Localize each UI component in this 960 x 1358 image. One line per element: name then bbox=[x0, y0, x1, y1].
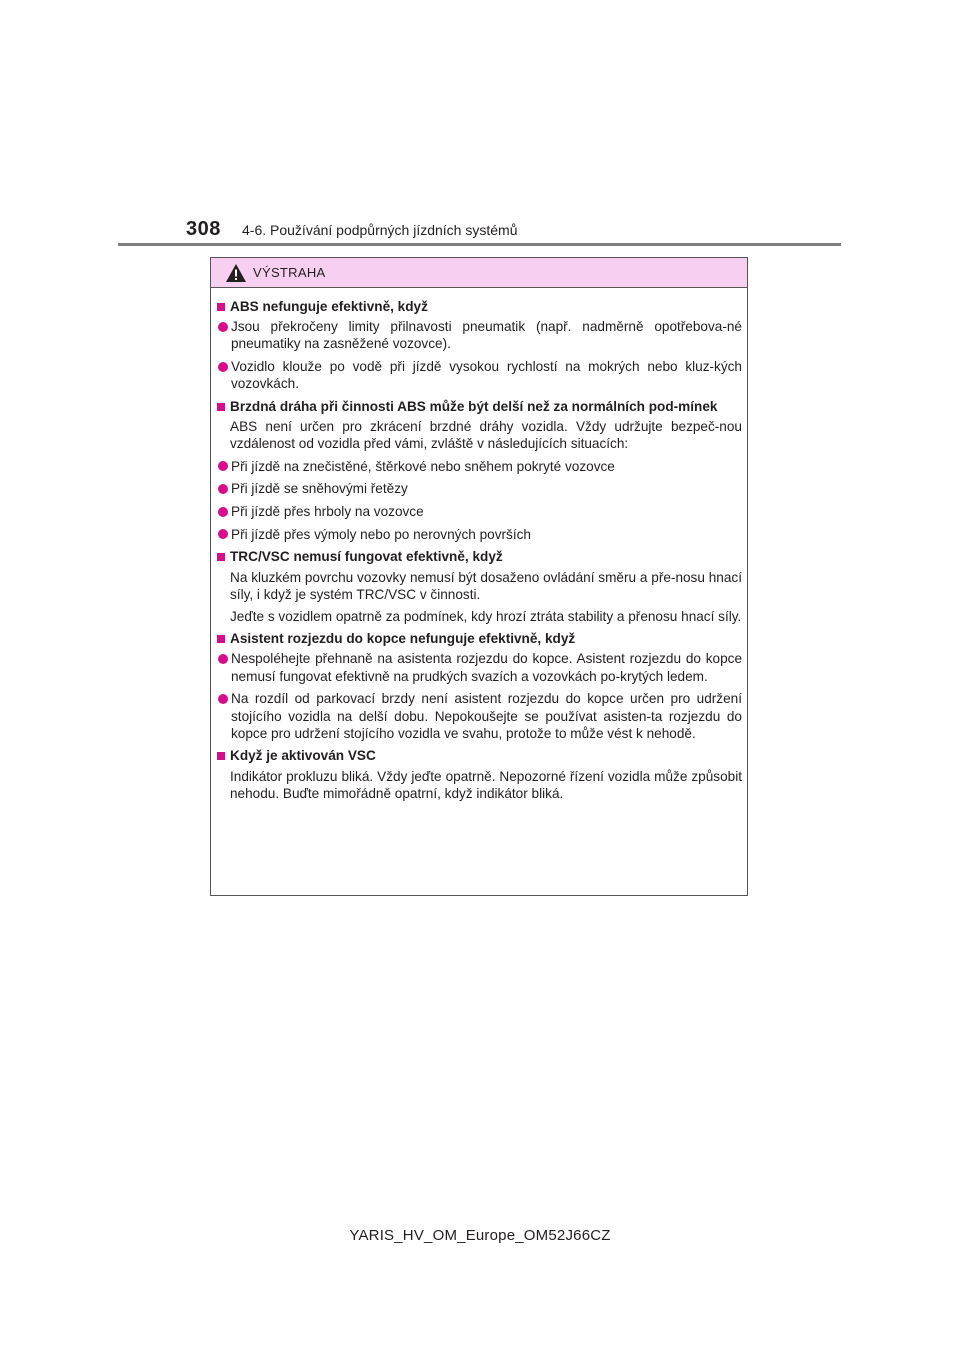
bullet-item bbox=[217, 358, 742, 392]
section-heading-text: Asistent rozjezdu do kopce nefunguje efektivně, když bbox=[230, 631, 576, 647]
round-bullet-icon bbox=[218, 484, 228, 494]
warning-section bbox=[217, 630, 742, 742]
square-bullet-icon bbox=[217, 303, 225, 311]
warning-section bbox=[217, 298, 742, 393]
bullet-item bbox=[217, 458, 742, 475]
bullet-item bbox=[217, 650, 742, 684]
section-heading-text: TRC/VSC nemusí fungovat efektivně, když bbox=[230, 549, 503, 565]
bullet-text: Nespoléhejte přehnaně na asistenta rozjezdu do kopce. Asistent rozjezdu do kopce nemusí fungovat efektivně na prudkých svazích a vozovkách po-krytých ledem. bbox=[231, 651, 742, 684]
square-bullet-icon bbox=[217, 403, 225, 411]
round-bullet-icon bbox=[218, 507, 228, 517]
warning-section bbox=[217, 747, 742, 802]
section-title: 4-6. Používání podpůrných jízdních systémů bbox=[242, 222, 518, 238]
bullet-text: Při jízdě se sněhovými řetězy bbox=[231, 481, 408, 497]
warning-triangle-icon bbox=[225, 263, 247, 283]
bullet-text: Při jízdě na znečistěné, štěrkové nebo sněhem pokryté vozovce bbox=[231, 458, 615, 474]
section-heading-text: Brzdná dráha při činnosti ABS může být delší než za normálních pod-mínek bbox=[230, 399, 718, 415]
section-heading bbox=[217, 398, 742, 415]
square-bullet-icon bbox=[217, 635, 225, 643]
square-bullet-icon bbox=[217, 752, 225, 760]
round-bullet-icon bbox=[218, 461, 228, 471]
bullet-item bbox=[217, 503, 742, 520]
bullet-item bbox=[217, 480, 742, 497]
warning-section bbox=[217, 548, 742, 625]
section-paragraph: Indikátor prokluzu bliká. Vždy jeďte opatrně. Nepozorné řízení vozidla může způsobit nehodu. Buďte mimořádně opatrní, když indikátor bliká. bbox=[230, 768, 742, 801]
square-bullet-icon bbox=[217, 553, 225, 561]
bullet-text: Jsou překročeny limity přilnavosti pneumatik (např. nadměrně opotřebova-né pneumatiky na zasněžené vozovce). bbox=[231, 319, 742, 352]
section-heading bbox=[217, 548, 742, 565]
warning-header bbox=[211, 258, 747, 288]
section-heading-text: ABS nefunguje efektivně, když bbox=[230, 299, 428, 314]
section-heading-text: Když je aktivován VSC bbox=[230, 748, 376, 764]
warning-section bbox=[217, 398, 742, 543]
section-paragraph: Jeďte s vozidlem opatrně za podmínek, kdy hrozí ztráta stability a přenosu hnací síly. bbox=[230, 609, 742, 625]
section-heading bbox=[217, 747, 742, 764]
bullet-text: Na rozdíl od parkovací brzdy není asistent rozjezdu do kopce určen pro udržení stojícího vozidla na delší dobu. Nepokoušejte se používat asisten-ta rozjezdu do kopce pro udržení stojícího vozidla ve svahu, protože to může vést k nehodě. bbox=[231, 691, 742, 741]
section-heading bbox=[217, 298, 742, 315]
bullet-text: Při jízdě přes výmoly nebo po nerovných površích bbox=[231, 526, 531, 542]
bullet-text: Při jízdě přes hrboly na vozovce bbox=[231, 504, 424, 520]
round-bullet-icon bbox=[218, 362, 228, 372]
bullet-item bbox=[217, 526, 742, 543]
section-paragraph: ABS není určen pro zkrácení brzdné dráhy vozidla. Vždy udržujte bezpeč-nou vzdálenost od vozidla před vámi, zvláště v následujících situacích: bbox=[230, 419, 742, 452]
round-bullet-icon bbox=[218, 322, 228, 332]
round-bullet-icon bbox=[218, 654, 228, 664]
bullet-text: Vozidlo klouže po vodě při jízdě vysokou rychlostí na mokrých nebo kluz-kých vozovkách. bbox=[231, 359, 742, 392]
bullet-item bbox=[217, 318, 742, 352]
section-paragraph: Na kluzkém povrchu vozovky nemusí být dosaženo ovládání směru a pře-nosu hnací síly, i když je systém TRC/VSC v činnosti. bbox=[230, 569, 742, 602]
warning-body bbox=[211, 288, 747, 802]
warning-title: VÝSTRAHA bbox=[253, 265, 326, 280]
round-bullet-icon bbox=[218, 529, 228, 539]
section-heading bbox=[217, 630, 742, 647]
document-code: YARIS_HV_OM_Europe_OM52J66CZ bbox=[349, 1227, 611, 1244]
round-bullet-icon bbox=[218, 694, 228, 704]
warning-box bbox=[210, 257, 748, 896]
bullet-item bbox=[217, 690, 742, 742]
page-number: 308 bbox=[186, 218, 221, 240]
header-rule bbox=[118, 243, 841, 246]
